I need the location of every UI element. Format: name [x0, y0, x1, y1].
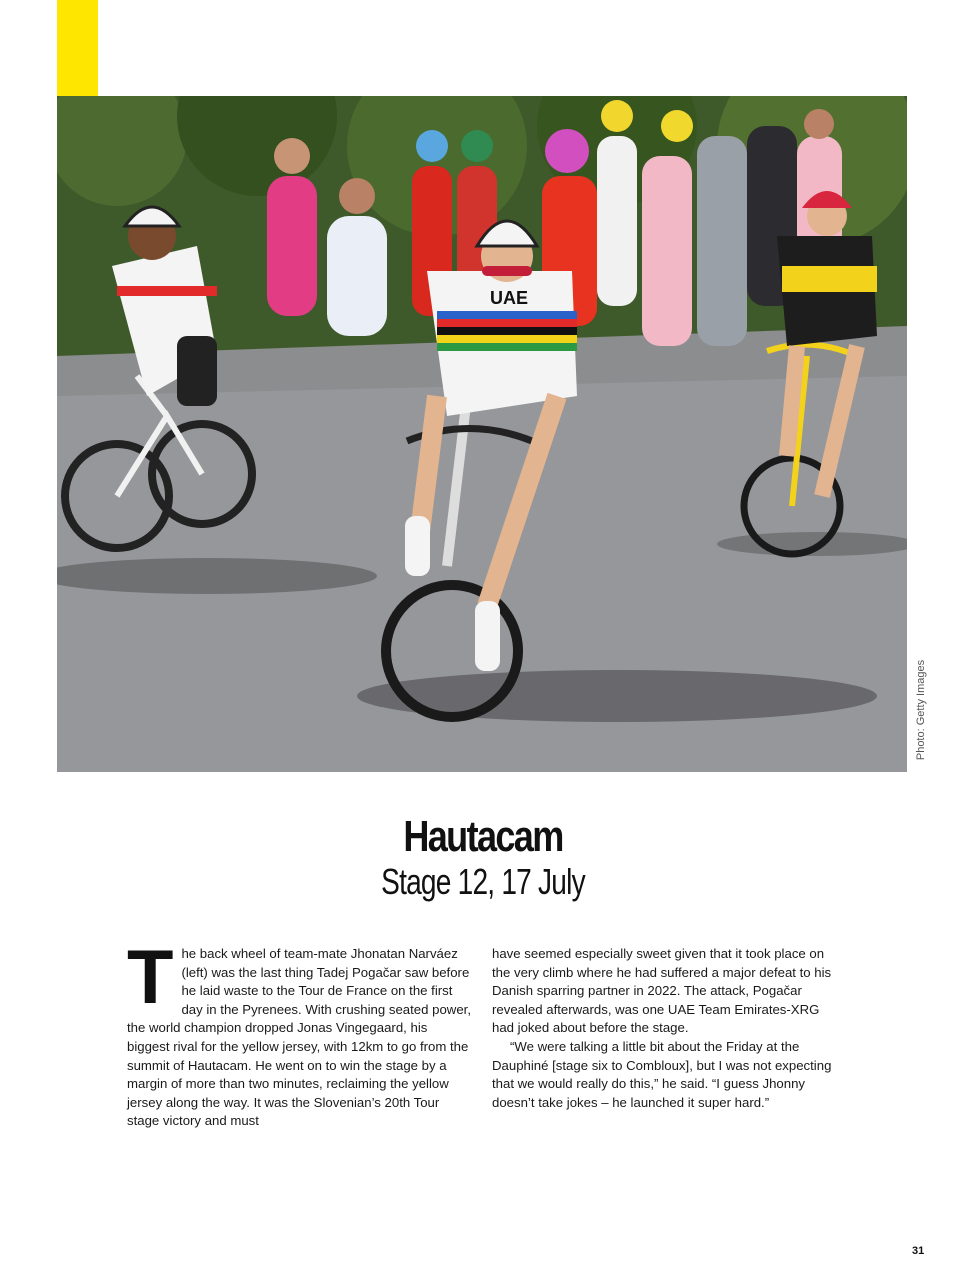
article-paragraph-quote: “We were talking a little bit about the Friday at the Dauphiné [stage six to Combloux], but I was not expecting that we would really do this,” he said. “I guess Jhonny doesn’t take jokes – he launched it super hard.” [492, 1038, 832, 1110]
article-column-2 [492, 945, 837, 1112]
headline-block [0, 812, 966, 902]
photo-credit: Photo: Getty Images [915, 659, 927, 761]
article-paragraph [127, 935, 472, 1131]
page-title: Hautacam [403, 812, 563, 861]
hero-photo [57, 96, 907, 772]
page-number: 31 [912, 1245, 925, 1257]
article-column-1 [127, 935, 472, 1131]
drop-cap: T [127, 935, 174, 1020]
article-text: he back wheel of team-mate Jhonatan Narváez (left) was the last thing Tadej Pogačar saw before he laid waste to the Tour de France on the first day in the Pyrenees. With crushing seated power, the world champion dropped Jonas Vingegaard, his biggest rival for the yellow jersey, with 12km to go from the summit of Hautacam. He went on to win the stage by a margin of more than two minutes, reclaiming the yellow jersey along the way. It was the Slovenian’s 20th Tour stage victory and must [127, 946, 471, 1129]
page-subtitle: Stage 12, 17 July [381, 861, 585, 902]
jersey-text: UAE [489, 288, 529, 308]
cyclists-illustration [57, 96, 907, 772]
article-paragraph: have seemed especially sweet given that it took place on the very climb where he had suffered a major defeat to his Danish sparring partner in 2022. The attack, Pogačar revealed afterwards, was one UAE Team Emirates-XRG had joked about before the stage. [492, 946, 832, 1036]
